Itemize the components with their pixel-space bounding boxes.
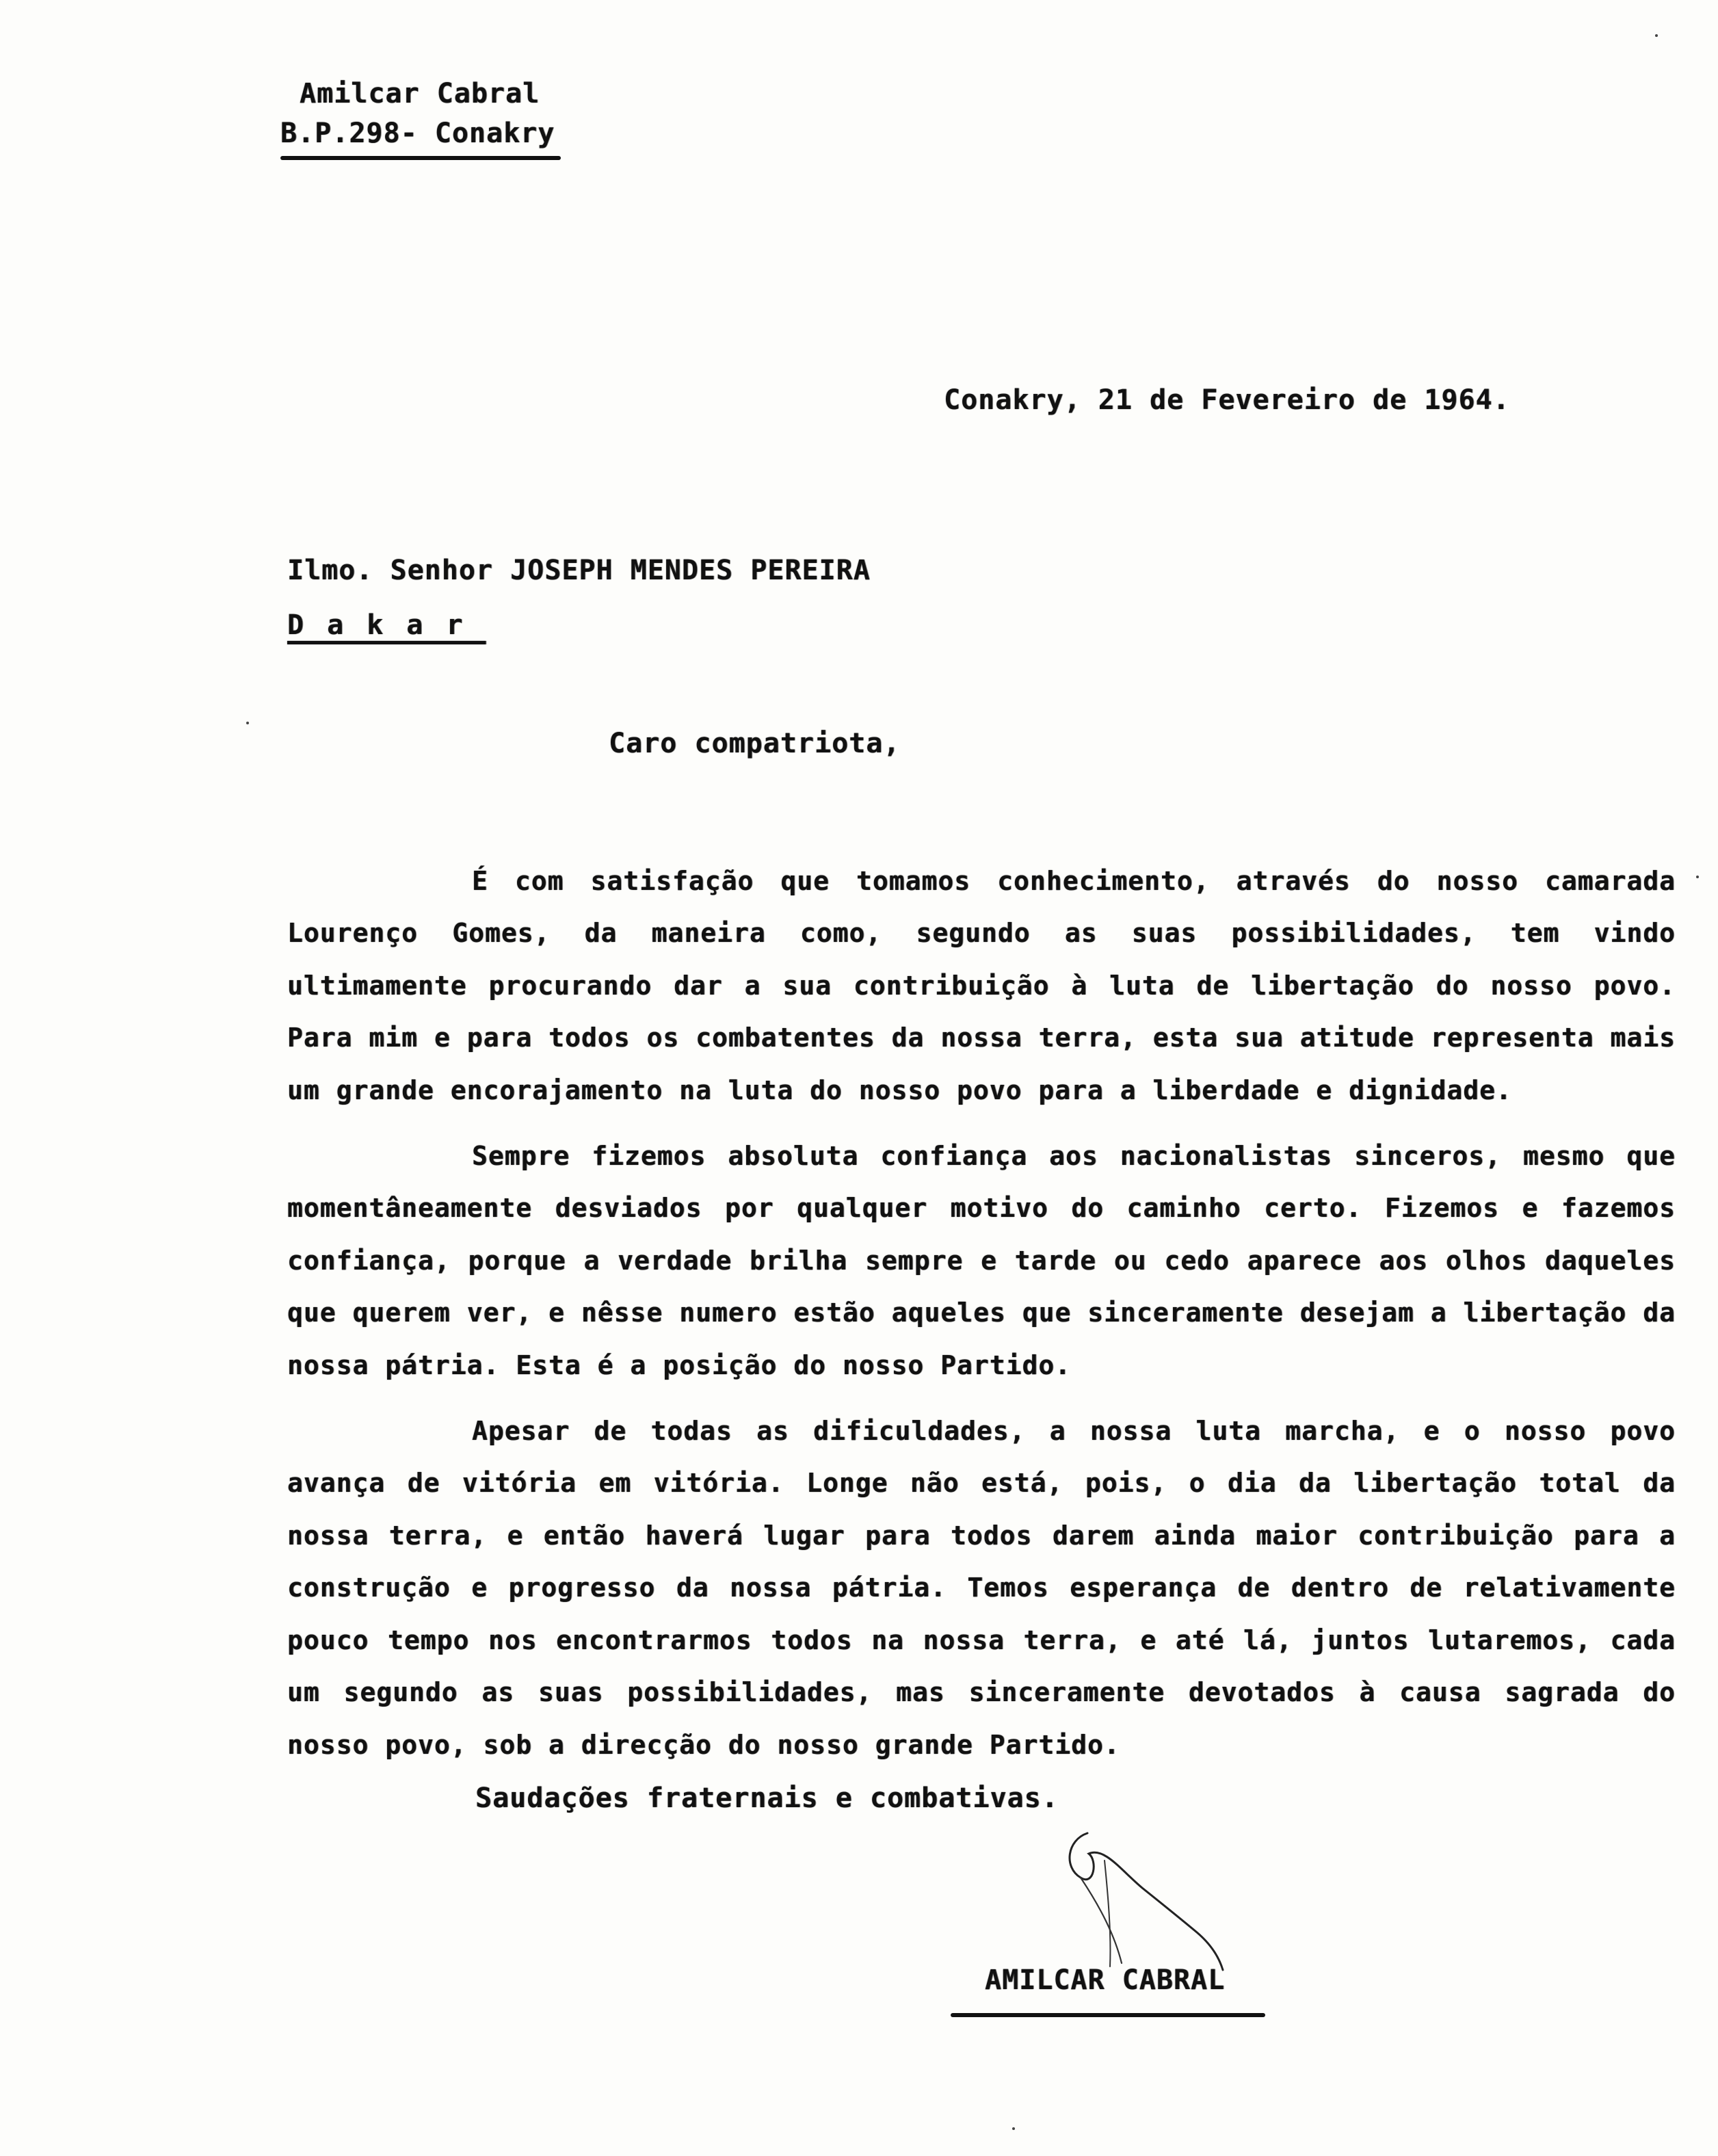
paragraph-3: Apesar de todas as dificuldades, a nossa luta marcha, e o nosso povo avança de vitória em vitória. Longe não está, pois, o dia da libertação total da nossa terra, e então haverá lugar para todos darem ainda maior contribuição para a construção e progresso da nossa pátria. Temos esperança de dentro de relativamente pouco tempo nos encontrarmos todos na nossa terra, e até lá, juntos lutaremos, cada um segundo as suas possibilidades, mas sinceramente devotados à causa sagrada do nosso povo, sob a direcção do nosso grande Partido. xyxy=(287,1416,1676,1760)
paper-speck xyxy=(1696,876,1699,878)
letter-body xyxy=(287,855,1676,1785)
sender-block xyxy=(280,74,555,153)
sender-address: B.P.298- Conakry xyxy=(280,118,555,149)
recipient-city: Dakar xyxy=(287,609,486,641)
date-line: Conakry, 21 de Fevereiro de 1964. xyxy=(944,384,1510,416)
signature-underline xyxy=(951,2013,1265,2017)
recipient-block xyxy=(287,551,871,645)
paragraph-1: É com satisfação que tomamos conhecimento, através do nosso camarada Lourenço Gomes, da maneira como, segundo as suas possibilidades, tem vindo ultimamente procurando dar a sua contribuição à luta de libertação do nosso povo. Para mim e para todos os combatentes da nossa terra, esta sua atitude representa mais um grande encorajamento na luta do nosso povo para a liberdade e dignidade. xyxy=(287,866,1676,1105)
paper-speck xyxy=(1012,2127,1015,2130)
salutation: Caro compatriota, xyxy=(609,728,901,759)
recipient-line: Ilmo. Senhor JOSEPH MENDES PEREIRA xyxy=(287,555,871,586)
paper-speck xyxy=(1655,34,1658,37)
sender-underline xyxy=(280,156,561,160)
paragraph-2: Sempre fizemos absoluta confiança aos nacionalistas sinceros, mesmo que momentâneamente desviados por qualquer motivo do caminho certo. Fizemos e fazemos confiança, porque a verdade brilha sempre e tarde ou cedo aparece aos olhos daqueles que querem ver, e nêsse numero estão aqueles que sinceramente desejam a libertação da nossa pátria. Esta é a posição do nosso Partido. xyxy=(287,1141,1676,1380)
paper-speck xyxy=(246,722,249,724)
closing: Saudações fraternais e combativas. xyxy=(475,1783,1059,1814)
sender-name: Amilcar Cabral xyxy=(300,78,540,109)
signature-name: AMILCAR CABRAL xyxy=(985,1964,1226,1996)
handwritten-signature xyxy=(1040,1813,1272,1977)
